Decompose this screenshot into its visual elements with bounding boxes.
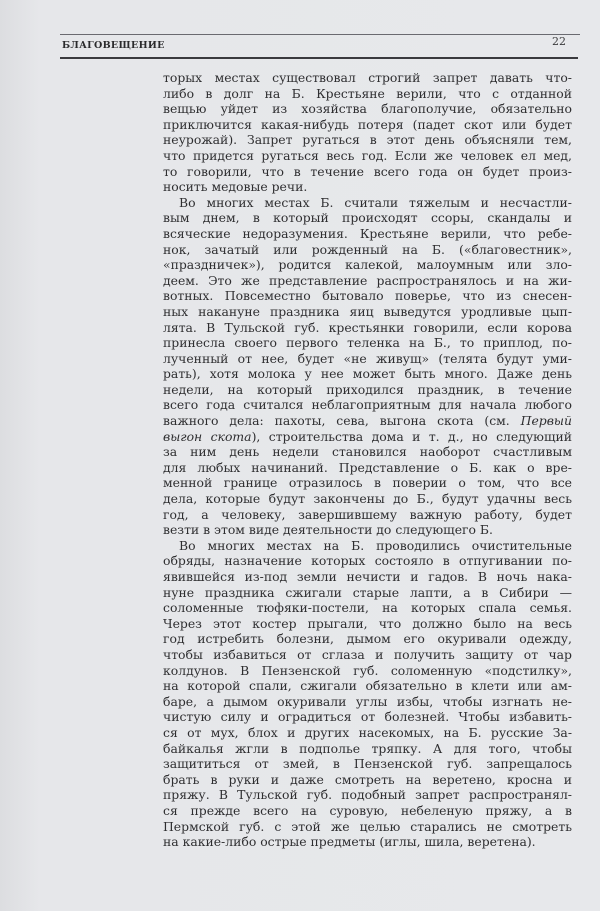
text-segment: «праздничек»), родится калекой, малоумным или зло- xyxy=(163,257,572,273)
paragraph xyxy=(163,538,572,850)
text-line xyxy=(163,678,572,694)
text-segment: ), строительства дома и т. д., но следующий xyxy=(251,428,572,444)
header-top-rule xyxy=(60,34,580,35)
text-segment: явившейся из-под земли нечисти и гадов. В ночь нака- xyxy=(163,569,572,584)
text-line xyxy=(163,101,572,117)
text-line xyxy=(163,335,572,351)
text-segment: что придется ругаться весь год. Если же человек ел мед, xyxy=(163,147,572,163)
text-segment: чтобы избавиться от сглаза и получить защиту от чар xyxy=(163,646,572,662)
text-line xyxy=(163,320,572,336)
text-line xyxy=(163,507,572,523)
text-line xyxy=(163,195,572,211)
header-bottom-rule xyxy=(60,57,578,59)
text-line xyxy=(163,460,572,476)
text-line xyxy=(163,257,572,273)
text-line xyxy=(163,819,572,835)
text-segment: вым днем, в который происходят ссоры, скандалы и xyxy=(163,210,572,226)
text-line xyxy=(163,117,572,133)
text-segment: чистую силу и оградиться от болезней. Чтобы избавить- xyxy=(163,709,572,725)
text-segment: защититься от змей, в Пензенской губ. запрещалось xyxy=(163,756,572,772)
text-line xyxy=(163,834,572,850)
text-segment: ных накануне праздника яиц выведутся уродливые цып- xyxy=(163,303,572,319)
text-line xyxy=(163,288,572,304)
text-segment: либо в долг на Б. Крестьяне верили, что с отданной xyxy=(163,85,572,101)
text-segment: Во многих местах на Б. проводились очистительные xyxy=(179,537,572,553)
text-line xyxy=(163,709,572,725)
italic-reference: выгон скота xyxy=(163,428,252,444)
text-segment: лята. В Тульской губ. крестьянки говорили, если корова xyxy=(163,319,572,335)
text-segment: колдунов. В Пензенской губ. соломенную «подстилку», xyxy=(163,662,572,678)
text-segment: Во многих местах Б. считали тяжелым и несчастли- xyxy=(179,194,572,210)
text-line xyxy=(163,382,572,398)
text-line xyxy=(163,616,572,632)
text-line xyxy=(163,631,572,647)
text-segment: баре, а дымом окуривали углы избы, чтобы изгнать не- xyxy=(163,693,572,709)
text-segment: недели, на который приходился праздник, в течение xyxy=(163,381,572,397)
paragraph xyxy=(163,195,572,538)
body-text xyxy=(163,70,572,850)
text-line xyxy=(163,273,572,289)
text-line xyxy=(163,351,572,367)
text-line xyxy=(163,725,572,741)
text-line xyxy=(163,475,572,491)
text-segment: менной границе отразилось в поверии о том, что все xyxy=(163,475,572,491)
running-head-title: БЛАГОВЕЩЕНИЕ xyxy=(62,40,165,51)
text-line xyxy=(163,304,572,320)
text-line xyxy=(163,86,572,102)
text-line xyxy=(163,179,572,195)
text-segment: байкалья жгли в подполье тряпку. А для того, чтобы xyxy=(163,740,572,756)
text-line xyxy=(163,148,572,164)
text-line xyxy=(163,569,572,585)
text-segment: деем. Это же представление распространялось и на жи- xyxy=(163,272,572,288)
text-segment: на которой спали, сжигали обязательно в клети или ам- xyxy=(163,678,572,694)
text-line xyxy=(163,787,572,803)
text-line xyxy=(163,647,572,663)
text-segment: важного дела: пахоты, сева, выгона скота (см. xyxy=(163,413,521,429)
text-line xyxy=(163,210,572,226)
text-segment: лученный от нее, будет «не живущ» (телята будут уми- xyxy=(163,350,572,366)
text-segment: за ним день недели становился наоборот счастливым xyxy=(163,444,572,460)
text-segment: принесла своего первого теленка на Б., то приплод, по- xyxy=(163,335,572,351)
text-segment: для любых начинаний. Представление о Б. как о вре- xyxy=(163,459,572,475)
text-segment: приключится какая-нибудь потеря (падет скот или будет xyxy=(163,116,572,132)
text-segment: Через этот костер прыгали, что должно было на весь xyxy=(163,615,572,631)
italic-reference: Первый xyxy=(520,413,572,429)
text-line xyxy=(163,772,572,788)
text-line xyxy=(163,132,572,148)
text-line xyxy=(163,741,572,757)
text-line xyxy=(163,694,572,710)
text-segment: Пермской губ. с этой же целью старались не смотреть xyxy=(163,818,572,834)
text-segment: год, а человеку, завершившему важную работу, будет xyxy=(163,506,572,522)
text-segment: брать в руки и даже смотреть на веретено, кросна и xyxy=(163,771,572,787)
text-segment: всяческие недоразумения. Крестьяне верили, что ребе- xyxy=(163,225,572,241)
text-line xyxy=(163,491,572,507)
text-line xyxy=(163,538,572,554)
text-segment: нуне праздника сжигали старые лапти, а в Сибири — xyxy=(163,584,572,600)
text-line xyxy=(163,242,572,258)
text-segment: носить медовые речи. xyxy=(163,179,308,195)
text-segment: нок, зачатый или рожденный на Б. («благовестник», xyxy=(163,241,572,257)
text-line xyxy=(163,600,572,616)
text-segment: год истребить болезни, дымом его окуривали одежду, xyxy=(163,631,572,647)
paragraph xyxy=(163,70,572,195)
text-segment: вещью уйдет из хозяйства благополучие, обязательно xyxy=(163,101,572,117)
text-segment: пряжу. В Тульской губ. подобный запрет распространял- xyxy=(163,787,572,803)
text-segment: дела, которые будут закончены до Б., будут удачны весь xyxy=(163,491,572,507)
text-line xyxy=(163,413,572,429)
text-segment: всего года считался неблагоприятным для начала любого xyxy=(163,397,572,413)
page-number: 22 xyxy=(552,35,566,48)
text-segment: обряды, назначение которых состояло в отпугивании по- xyxy=(163,553,572,569)
text-line xyxy=(163,429,572,445)
text-line xyxy=(163,397,572,413)
text-segment: на какие-либо острые предметы (иглы, шила, веретена). xyxy=(163,834,536,850)
text-line xyxy=(163,553,572,569)
text-line xyxy=(163,226,572,242)
text-line xyxy=(163,366,572,382)
text-line xyxy=(163,70,572,86)
text-segment: то говорили, что в течение всего года он будет произ- xyxy=(163,163,572,179)
text-line xyxy=(163,444,572,460)
text-segment: ся от мух, блох и других насекомых, на Б. русские За- xyxy=(163,724,572,740)
text-segment: рать), хотя молока у нее может быть много. Даже день xyxy=(163,366,572,382)
text-line xyxy=(163,585,572,601)
text-segment: везти в этом виде деятельности до следующего Б. xyxy=(163,522,493,538)
text-segment: соломенные тюфяки-постели, на которых спала семья. xyxy=(163,600,572,616)
text-line xyxy=(163,522,572,538)
text-segment: неурожай). Запрет ругаться в этот день объясняли тем, xyxy=(163,132,572,148)
text-line xyxy=(163,803,572,819)
text-segment: ся прежде всего на суровую, небеленую пряжу, а в xyxy=(163,802,572,818)
text-line xyxy=(163,164,572,180)
text-segment: торых местах существовал строгий запрет давать что- xyxy=(163,70,572,85)
text-line xyxy=(163,663,572,679)
text-line xyxy=(163,756,572,772)
text-segment: вотных. Повсеместно бытовало поверье, что из снесен- xyxy=(163,288,572,304)
